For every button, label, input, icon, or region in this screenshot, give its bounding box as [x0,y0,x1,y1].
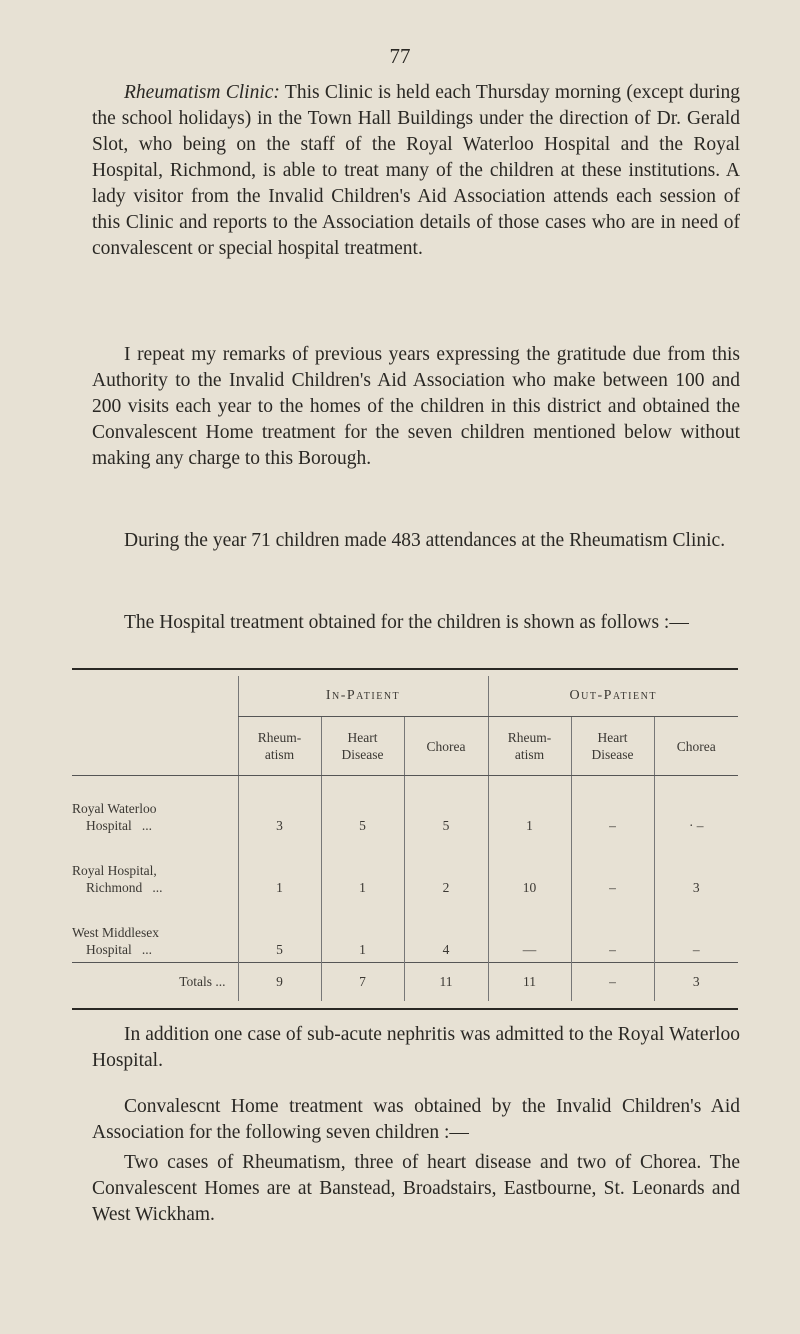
col-header [654,717,738,776]
col-header-line: Chorea [676,738,716,754]
page-number: 77 [389,44,411,68]
paragraph-nephritis: In addition one case of sub-acute nephritis was admitted to the Royal Waterloo Hospital. [92,1024,740,1071]
col-header-line: atism [514,747,545,762]
group-header-out-patient: Out-Patient [488,676,738,717]
row-label [72,838,238,900]
col-header-line: Chorea [426,738,466,754]
col-header-line: Heart [597,730,628,745]
table-cell: 5 [321,776,404,839]
table-cell: 3 [238,776,321,839]
hospital-treatment-table [72,676,738,1001]
paragraph-table-intro: The Hospital treatment obtained for the children is shown as follows :— [124,612,689,633]
col-header [238,717,321,776]
table-cell: – [571,776,654,839]
paragraph-gratitude: I repeat my remarks of previous years expressing the gratitude due from this Authority to the Invalid Children's Aid Association who make between 100 and 200 visits each year to the homes of the children in this district and obtained the Convalescent Home treatment for the seven children mentioned below without making any charge to this Borough. [92,344,740,469]
col-header [488,717,571,776]
col-header [404,717,488,776]
total-cell: – [571,963,654,1002]
total-cell: 7 [321,963,404,1002]
col-header [321,717,404,776]
total-cell: 11 [488,963,571,1002]
paragraph-convalescent: Convalescnt Home treatment was obtained by the Invalid Children's Aid Association for the following seven children :— [92,1096,740,1143]
table-row [72,838,738,900]
table-cell: 3 [654,838,738,900]
row-label-line: Royal Waterloo [72,801,157,816]
table-cell: 10 [488,838,571,900]
table-cell: – [571,838,654,900]
totals-label [72,963,238,1002]
leader-dots: ... [141,942,152,957]
row-label-line: Royal Hospital, [72,863,157,878]
row-label [72,900,238,963]
table-cell: – [654,900,738,963]
col-header-line: atism [264,747,295,762]
table-cell: 5 [404,776,488,839]
group-header-row [72,676,738,717]
leader-dots: ... [141,818,152,833]
col-header-line: Rheum- [507,730,552,745]
table-cell: — [488,900,571,963]
leader-dots: ... [152,880,163,895]
table-cell: 1 [321,900,404,963]
col-header-line: Rheum- [257,730,302,745]
group-header-in-patient: In-Patient [238,676,488,717]
table-row [72,900,738,963]
table-top-rule [72,668,738,670]
row-label-line: Hospital [86,942,132,957]
col-header-line: Disease [341,747,384,762]
total-cell: 9 [238,963,321,1002]
total-cell: 3 [654,963,738,1002]
table-cell: 1 [488,776,571,839]
row-label [72,776,238,839]
col-header-line: Disease [591,747,634,762]
row-label-line: Hospital [86,818,132,833]
table-cell: 1 [238,838,321,900]
table-cell: · – [654,776,738,839]
paragraph-homes: Two cases of Rheumatism, three of heart disease and two of Chorea. The Convalescent Homes are at Banstead, Broadstairs, Eastbourne, St. Leonards and West Wickham. [92,1152,740,1225]
table-cell: 4 [404,900,488,963]
col-header-line: Heart [347,730,378,745]
row-label-line: Richmond [86,880,143,895]
paragraph-attendances: During the year 71 children made 483 attendances at the Rheumatism Clinic. [124,530,726,551]
table-bottom-rule [72,1008,738,1010]
sub-header-row [72,717,738,776]
table-row [72,776,738,839]
paragraph-rheumatism-clinic [92,80,740,262]
table-cell: – [571,900,654,963]
totals-label-text: Totals [179,974,212,989]
totals-row [72,963,738,1002]
row-label-line: West Middlesex [72,925,160,940]
empty-corner-cell [72,676,238,717]
total-cell: 11 [404,963,488,1002]
paragraph-body: This Clinic is held each Thursday morning (except during the school holidays) in the Town Hall Buildings under the direction of Dr. Gerald Slot, who being on the staff of the Royal Waterloo Hospital and the Royal Hospital, Richmond, is able to treat many of the children at these institutions. A lady visitor from the Invalid Children's Aid Association attends each session of this Clinic and reports to the Association details of those cases who are in need of convalescent or special hospital treatment. [92,82,740,259]
table-cell: 5 [238,900,321,963]
table-cell: 2 [404,838,488,900]
col-header [571,717,654,776]
empty-header-cell [72,717,238,776]
table-cell: 1 [321,838,404,900]
section-lead: Rheumatism Clinic: [124,82,280,103]
leader-dots: ... [215,974,226,989]
